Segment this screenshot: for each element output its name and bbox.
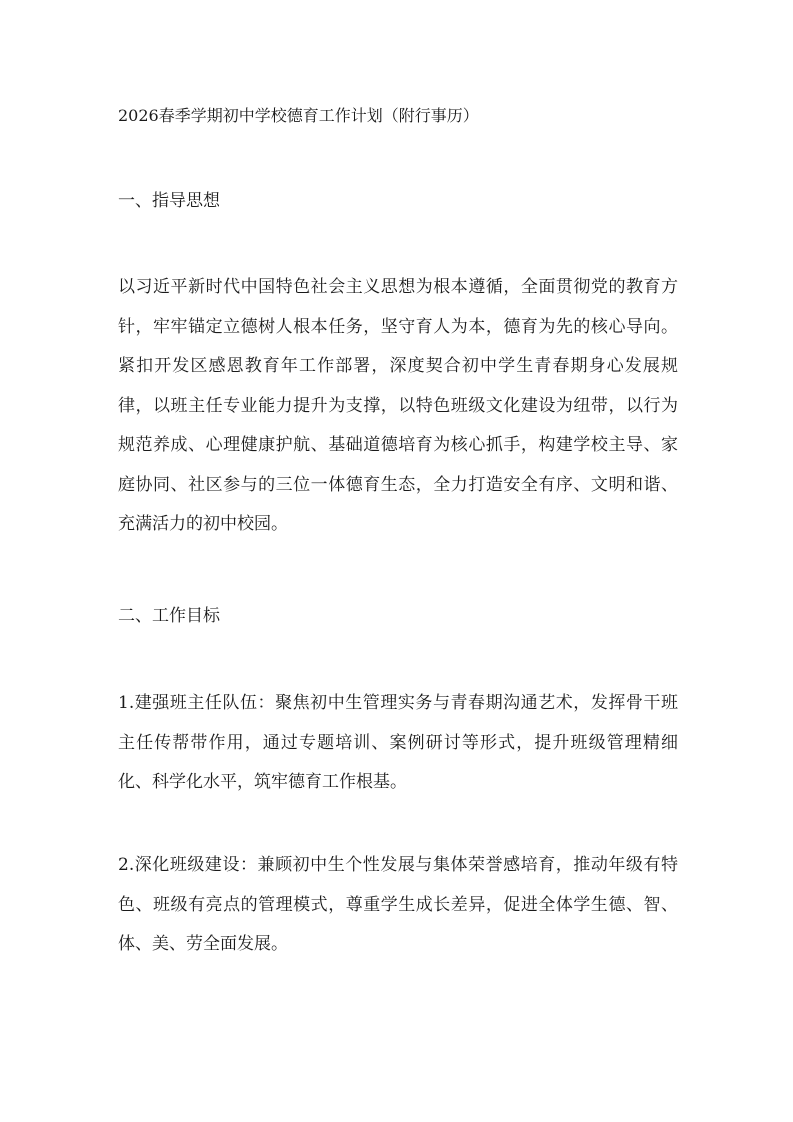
- section-heading-guiding-ideology: 一、指导思想: [118, 191, 220, 211]
- paragraph-goal-2: 2.深化班级建设：兼顾初中生个性发展与集体荣誉感培育，推动年级有特色、班级有亮点的管理模式，尊重学生成长差异，促进全体学生德、智、体、美、劳全面发展。: [118, 855, 678, 954]
- section-heading-work-goals: 二、工作目标: [118, 606, 220, 626]
- paragraph-goal-1: 1.建强班主任队伍：聚焦初中生管理实务与青春期沟通艺术，发挥骨干班主任传帮带作用，通过专题培训、案例研讨等形式，提升班级管理精细化、科学化水平，筑牢德育工作根基。: [118, 693, 678, 792]
- document-title: 2026春季学期初中学校德育工作计划（附行事历）: [118, 106, 479, 125]
- paragraph-guiding-ideology: 以习近平新时代中国特色社会主义思想为根本遵循，全面贯彻党的教育方针，牢牢锚定立德树人根本任务，坚守育人为本，德育为先的核心导向。紧扣开发区感恩教育年工作部署，深度契合初中学生青春期身心发展规律，以班主任专业能力提升为支撑，以特色班级文化建设为纽带，以行为规范养成、心理健康护航、基础道德培育为核心抓手，构建学校主导、家庭协同、社区参与的三位一体德育生态，全力打造安全有序、文明和谐、充满活力的初中校园。: [118, 277, 678, 534]
